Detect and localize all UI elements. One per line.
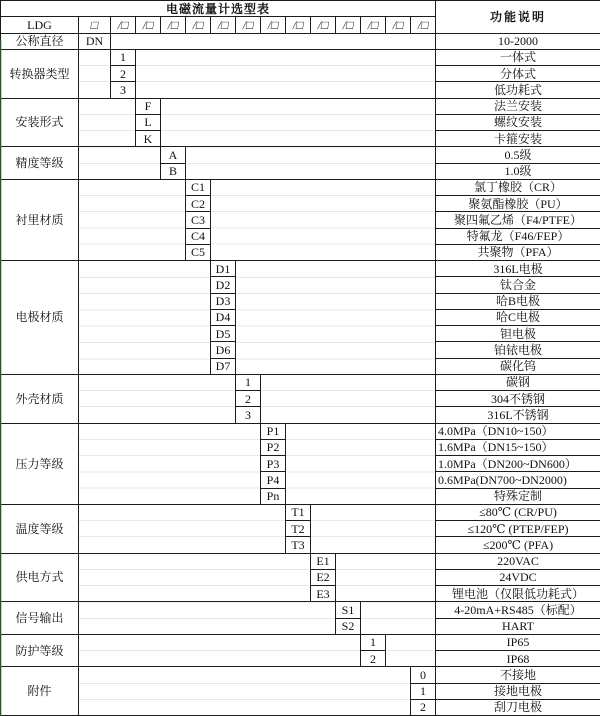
desc-cell: 碳化钨	[436, 358, 600, 374]
code-cell: 3	[111, 82, 136, 98]
desc-cell: 24VDC	[436, 569, 600, 585]
spacer-cell	[161, 98, 436, 147]
code-cell: 2	[361, 651, 386, 667]
spacer-cell	[79, 179, 186, 260]
model-slot-cell: /□	[186, 17, 211, 33]
model-slot-cell: /□	[111, 17, 136, 33]
code-cell: D2	[211, 277, 236, 293]
desc-cell: 哈B电极	[436, 293, 600, 309]
model-slot-cell: /□	[336, 17, 361, 33]
desc-cell: 4.0MPa（DN10~150）	[436, 423, 600, 439]
model-slot-cell: /□	[361, 17, 386, 33]
desc-cell: 哈C电极	[436, 309, 600, 325]
category-converter-type: 转换器类型	[1, 49, 79, 98]
model-slot-cell: /□	[411, 17, 436, 33]
spacer-cell	[79, 634, 361, 667]
desc-cell: 铂铱电极	[436, 342, 600, 358]
code-cell: 2	[411, 699, 436, 715]
spacer-cell	[79, 147, 161, 180]
desc-cell: IP65	[436, 634, 600, 650]
spacer-cell	[386, 634, 436, 667]
code-cell: K	[136, 131, 161, 147]
code-cell: D1	[211, 261, 236, 277]
desc-cell: 1.6MPa（DN15~150）	[436, 439, 600, 455]
code-cell: F	[136, 98, 161, 114]
spacer-cell	[211, 179, 436, 260]
code-cell: S1	[336, 602, 361, 618]
desc-cell: 0.5级	[436, 147, 600, 163]
code-cell: P3	[261, 456, 286, 472]
code-cell: C2	[186, 196, 211, 212]
desc-cell: 不接地	[436, 667, 600, 683]
code-cell: 1	[236, 374, 261, 390]
code-cell: 1	[411, 683, 436, 699]
model-prefix-cell: LDG	[1, 17, 79, 33]
box-glyph: □	[89, 17, 100, 32]
desc-cell: 螺纹安装	[436, 114, 600, 130]
desc-cell: ≤200℃ (PFA)	[436, 537, 600, 553]
category-pressure: 压力等级	[1, 423, 79, 504]
model-slot-cell: /□	[136, 17, 161, 33]
code-cell: E1	[311, 553, 336, 569]
desc-cell: 钽电极	[436, 326, 600, 342]
spacer-cell	[336, 553, 436, 602]
category-accessory: 附件	[1, 667, 79, 716]
desc-cell: 1.0MPa（DN200~DN600）	[436, 456, 600, 472]
spacer-cell	[79, 423, 261, 504]
code-cell: C3	[186, 212, 211, 228]
code-cell: 2	[111, 66, 136, 82]
code-cell: E2	[311, 569, 336, 585]
desc-cell: 分体式	[436, 66, 600, 82]
spacer-cell	[136, 49, 436, 98]
code-cell: T1	[286, 504, 311, 520]
spacer-cell	[236, 261, 436, 375]
category-protection: 防护等级	[1, 634, 79, 667]
category-liner: 衬里材质	[1, 179, 79, 260]
code-cell: E3	[311, 586, 336, 602]
spacer-cell	[79, 374, 236, 423]
code-cell: P1	[261, 423, 286, 439]
code-cell: D6	[211, 342, 236, 358]
category-temperature: 温度等级	[1, 504, 79, 553]
code-cell: S2	[336, 618, 361, 634]
spacer-cell	[111, 33, 436, 49]
desc-cell: 304不锈钢	[436, 391, 600, 407]
spacer-cell	[261, 374, 436, 423]
spacer-cell	[79, 667, 411, 716]
desc-cell: 聚氨酯橡胶（PU）	[436, 196, 600, 212]
model-slot-cell: /□	[261, 17, 286, 33]
spacer-cell	[79, 98, 136, 147]
category-diameter: 公称直径	[1, 33, 79, 49]
spacer-cell	[286, 423, 436, 504]
desc-cell: 氯丁橡胶（CR）	[436, 179, 600, 195]
code-cell: L	[136, 114, 161, 130]
code-cell: C5	[186, 244, 211, 260]
spacer-cell	[79, 261, 211, 375]
code-cell: DN	[79, 33, 111, 49]
desc-cell: 锂电池（仅限低功耗式）	[436, 586, 600, 602]
code-cell: P2	[261, 439, 286, 455]
desc-cell: 碳钢	[436, 374, 600, 390]
code-cell: D7	[211, 358, 236, 374]
code-cell: D4	[211, 309, 236, 325]
desc-cell: 1.0级	[436, 163, 600, 179]
code-cell: 0	[411, 667, 436, 683]
spacer-cell	[79, 504, 286, 553]
desc-cell: 法兰安装	[436, 98, 600, 114]
category-electrode: 电极材质	[1, 261, 79, 375]
model-box-cell	[79, 17, 111, 33]
code-cell: B	[161, 163, 186, 179]
category-accuracy: 精度等级	[1, 147, 79, 180]
desc-cell: HART	[436, 618, 600, 634]
table-title: 电磁流量计选型表	[1, 1, 436, 17]
code-cell: 2	[236, 391, 261, 407]
function-description-header: 功能说明	[436, 1, 600, 34]
spacer-cell	[79, 602, 336, 635]
desc-cell: 316L电极	[436, 261, 600, 277]
code-cell: C1	[186, 179, 211, 195]
desc-cell: 一体式	[436, 49, 600, 65]
code-cell: T3	[286, 537, 311, 553]
code-cell: 1	[361, 634, 386, 650]
model-slot-cell: /□	[386, 17, 411, 33]
desc-cell: 220VAC	[436, 553, 600, 569]
code-cell: D5	[211, 326, 236, 342]
desc-cell: ≤120℃ (PTEP/FEP)	[436, 521, 600, 537]
desc-cell: 10-2000	[436, 33, 600, 49]
model-slot-cell: /□	[236, 17, 261, 33]
desc-cell: 钛合金	[436, 277, 600, 293]
desc-cell: IP68	[436, 651, 600, 667]
desc-cell: 卡箍安装	[436, 131, 600, 147]
model-slot-cell: /□	[161, 17, 186, 33]
code-cell: 1	[111, 49, 136, 65]
desc-cell: 特氟龙（F46/FEP）	[436, 228, 600, 244]
desc-cell: 0.6MPa(DN700~DN2000)	[436, 472, 600, 488]
code-cell: Pn	[261, 488, 286, 504]
code-cell: D3	[211, 293, 236, 309]
desc-cell: ≤80℃ (CR/PU)	[436, 504, 600, 520]
spacer-cell	[311, 504, 436, 553]
spacer-cell	[186, 147, 436, 180]
desc-cell: 聚四氟乙烯（F4/PTFE）	[436, 212, 600, 228]
spacer-cell	[79, 553, 311, 602]
category-install-type: 安装形式	[1, 98, 79, 147]
code-cell: C4	[186, 228, 211, 244]
code-cell: A	[161, 147, 186, 163]
spacer-cell	[361, 602, 436, 635]
code-cell: 3	[236, 407, 261, 423]
desc-cell: 共聚物（PFA）	[436, 244, 600, 260]
category-power: 供电方式	[1, 553, 79, 602]
code-cell: T2	[286, 521, 311, 537]
desc-cell: 4-20mA+RS485（标配）	[436, 602, 600, 618]
model-slot-cell: /□	[311, 17, 336, 33]
desc-cell: 316L不锈钢	[436, 407, 600, 423]
desc-cell: 低功耗式	[436, 82, 600, 98]
desc-cell: 接地电极	[436, 683, 600, 699]
code-cell: P4	[261, 472, 286, 488]
desc-cell: 特殊定制	[436, 488, 600, 504]
model-slot-cell: /□	[286, 17, 311, 33]
desc-cell: 刮刀电极	[436, 699, 600, 715]
model-slot-cell: /□	[211, 17, 236, 33]
category-housing: 外壳材质	[1, 374, 79, 423]
category-signal: 信号输出	[1, 602, 79, 635]
spacer-cell	[79, 49, 111, 98]
